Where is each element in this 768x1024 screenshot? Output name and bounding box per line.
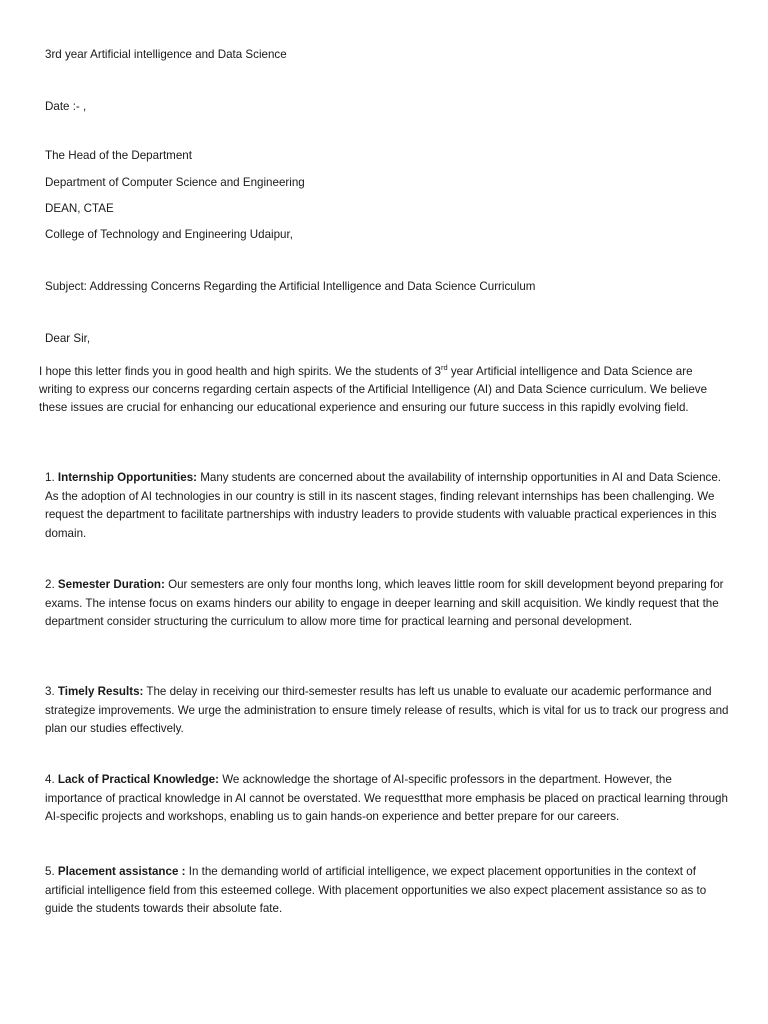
item-text: In the demanding world of artificial intelligence, we expect placement opportunities in the context of artificial intelligence field from this esteemed college. With placement opportunities we also expect placement assistance so as to guide the students towards their absolute fate. (45, 865, 707, 915)
item-title: Internship Opportunities: (57, 471, 198, 484)
intro-text-end: year Artificial intelligence and Data Science are writing to express our concerns regarding certain aspects of the Artificial Intelligence (AI) and Data Science curriculum. We believe these issues are crucial for enhancing our educational experience and ensuring our future success in this rapidly evolving field. (39, 365, 708, 414)
item-text: Our semesters are only four months long, which leaves little room for skill development beyond preparing for exams. The intense focus on exams hinders our ability to engage in deeper learning and skill acquisition. We kindly request that the department consider structuring the curriculum to allow more time for practical learning and personal development. (45, 578, 724, 628)
item-text: We acknowledge the shortage of AI-specific professors in the department. However, the importance of practical knowledge in AI cannot be overstated. We requestthat more emphasis be placed on practical learning through AI-specific projects and workshops, enabling us to gain hands-on experience and better prepare for our careers. (45, 773, 728, 823)
class-line: 3rd year Artificial intelligence and Data Science (45, 48, 287, 61)
intro-text-start: I hope this letter finds you in good health and high spirits. We the students of 3 (39, 365, 441, 378)
salutation: Dear Sir, (45, 332, 91, 345)
list-item (45, 469, 729, 543)
item-number: 5. (45, 865, 58, 878)
intro-paragraph (39, 363, 729, 417)
item-text: Many students are concerned about the availability of internship opportunities in AI and Data Science. As the adoption of AI technologies in our country is still in its nascent stages, finding relevant internships has been challenging. We request the department to facilitate partnerships with industry leaders to provide students with valuable practical experiences in this domain. (45, 471, 721, 540)
recipient-line-4: College of Technology and Engineering Udaipur, (45, 228, 293, 241)
item-number: 3. (45, 685, 58, 698)
intro-superscript: rd (440, 363, 448, 373)
item-number: 1. (45, 471, 58, 484)
list-item (45, 576, 729, 632)
recipient-line-3: DEAN, CTAE (45, 202, 114, 215)
item-number: 4. (45, 773, 58, 786)
list-item (45, 683, 729, 739)
item-number: 2. (45, 578, 58, 591)
item-title: Lack of Practical Knowledge: (57, 773, 219, 786)
recipient-line-2: Department of Computer Science and Engineering (45, 176, 305, 189)
date-line: Date :- , (45, 100, 87, 113)
list-item (45, 863, 729, 919)
subject-line: Subject: Addressing Concerns Regarding the Artificial Intelligence and Data Science Curriculum (45, 280, 536, 293)
item-title: Placement assistance : (57, 865, 186, 878)
item-text: The delay in receiving our third-semester results has left us unable to evaluate our academic performance and strategize improvements. We urge the administration to ensure timely release of results, which is vital for us to track our progress and plan our studies effectively. (45, 685, 729, 735)
recipient-line-1: The Head of the Department (45, 149, 192, 162)
item-title: Semester Duration: (57, 578, 165, 591)
item-title: Timely Results: (57, 685, 144, 698)
list-item (45, 771, 729, 827)
